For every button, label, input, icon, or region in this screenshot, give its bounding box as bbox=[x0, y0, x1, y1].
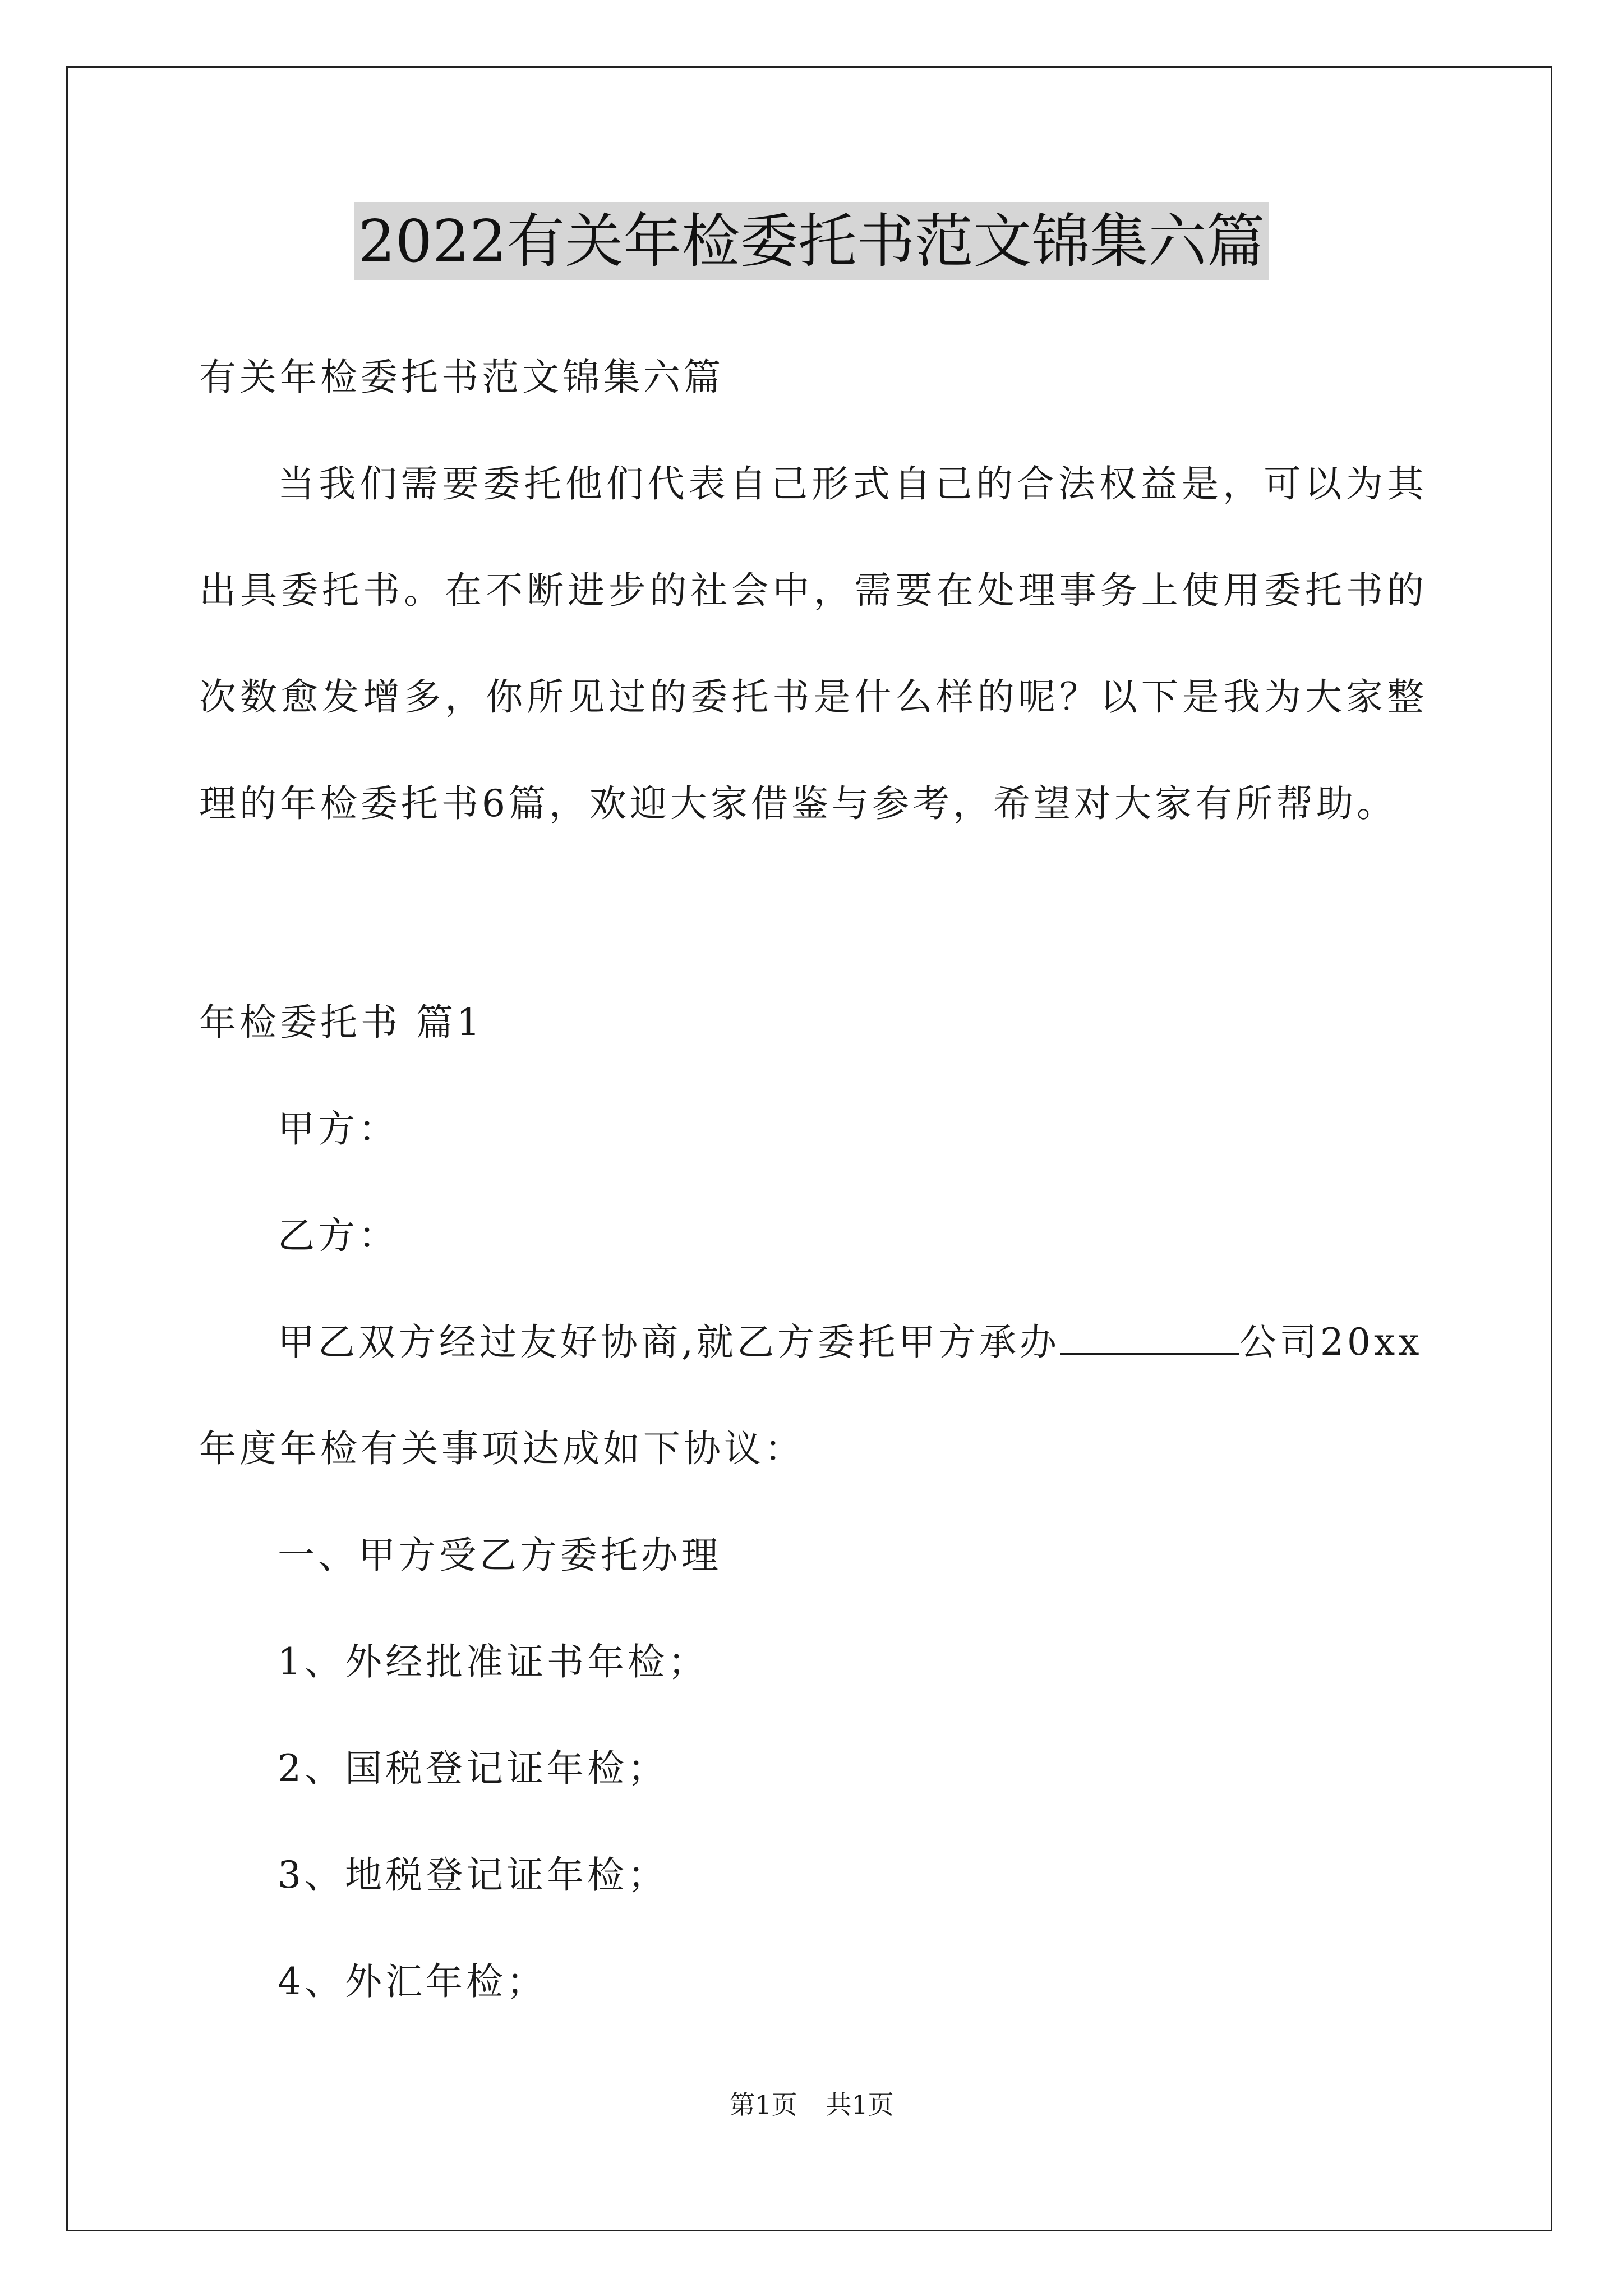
document-title: 2022有关年检委托书范文锦集六篇 bbox=[354, 202, 1270, 280]
page-number-total: 共1页 bbox=[826, 2090, 894, 2120]
party-a-label: 甲方： bbox=[278, 1107, 399, 1151]
list-item: 2、国税登记证年检； bbox=[278, 1747, 668, 1790]
clause-heading: 一、甲方受乙方委托办理 bbox=[278, 1534, 722, 1577]
intro-line-2: 出具委托书。在不断进步的社会中，需要在处理事务上使用委托书的 bbox=[199, 569, 1427, 612]
agreement-line-1 bbox=[278, 1317, 1427, 1368]
list-item: 4、外汇年检； bbox=[278, 1960, 547, 2003]
agreement-text-part2: 公司20xx bbox=[1239, 1320, 1423, 1364]
section-heading: 年检委托书 篇1 bbox=[199, 1001, 483, 1044]
agreement-line-2: 年度年检有关事项达成如下协议： bbox=[199, 1427, 805, 1470]
intro-line-4: 理的年检委托书6篇，欢迎大家借鉴与参考，希望对大家有所帮助。 bbox=[199, 782, 1397, 825]
document-subtitle: 有关年检委托书范文锦集六篇 bbox=[199, 356, 724, 399]
fill-in-blank bbox=[1060, 1318, 1239, 1355]
intro-line-3: 次数愈发增多，你所见过的委托书是什么样的呢？以下是我为大家整 bbox=[199, 675, 1427, 719]
intro-line-1: 当我们需要委托他们代表自己形式自己的合法权益是，可以为其 bbox=[278, 462, 1427, 505]
agreement-text-part1: 甲乙双方经过友好协商,就乙方委托甲方承办 bbox=[278, 1320, 1060, 1364]
page-number-current: 第1页 bbox=[729, 2090, 797, 2120]
party-b-label: 乙方： bbox=[278, 1214, 399, 1257]
list-item: 1、外经批准证书年检； bbox=[278, 1640, 708, 1683]
list-item: 3、地税登记证年检； bbox=[278, 1853, 668, 1897]
title-container bbox=[0, 202, 1623, 280]
page-footer bbox=[0, 2088, 1623, 2122]
